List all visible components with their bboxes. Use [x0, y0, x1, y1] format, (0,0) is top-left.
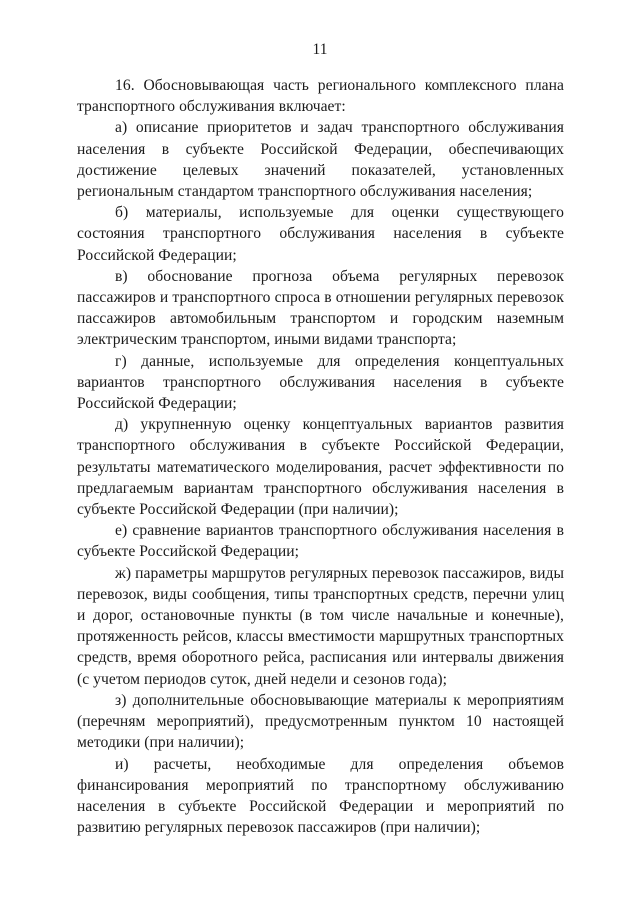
- paragraph-16-intro: 16. Обосновывающая часть регионального комплексного плана транспортного обслуживания включает:: [77, 77, 564, 116]
- list-item-a: а) описание приоритетов и задач транспортного обслуживания населения в субъекте Российской Федерации, обеспечивающих достижение целевых значений показателей, установленных региональным стандартом транспортного обслуживания населения;: [77, 119, 564, 201]
- list-item-zh: ж) параметры маршрутов регулярных перевозок пассажиров, виды перевозок, виды сообщения, типы транспортных средств, перечни улиц и дорог, остановочные пункты (в том числе начальные и конечные), протяженность рейсов, классы вместимости маршрутных транспортных средств, время оборотного рейса, расписания или интервалы движения (с учетом периодов суток, дней недели и сезонов года);: [77, 564, 564, 688]
- document-body: [77, 75, 564, 838]
- list-item-g: г) данные, используемые для определения концептуальных вариантов транспортного обслуживания населения в субъекте Российской Федерации;: [77, 352, 564, 413]
- list-item-b: б) материалы, используемые для оценки существующего состояния транспортного обслуживания населения в субъекте Российской Федерации;: [77, 204, 564, 264]
- list-item-z: з) дополнительные обосновывающие материалы к мероприятиям (перечням мероприятий), предусмотренным пунктом 10 настоящей методики (при наличии);: [77, 691, 564, 752]
- page-number: 11: [312, 41, 328, 58]
- list-item-v: в) обоснование прогноза объема регулярных перевозок пассажиров и транспортного спроса в отношении регулярных перевозок пассажиров автомобильным транспортом и городским наземным электрическим транспортом, иными видами транспорта;: [77, 267, 564, 349]
- list-item-d: д) укрупненную оценку концептуальных вариантов развития транспортного обслуживания в субъекте Российской Федерации, результаты математического моделирования, расчет эффективности по предлагаемым вариантам транспортного обслуживания населения в субъекте Российской Федерации (при наличии);: [77, 416, 564, 519]
- list-item-i: и) расчеты, необходимые для определения объемов финансирования мероприятий по транспортному обслуживанию населения в субъекте Российской Федерации и мероприятий по развитию регулярных перевозок пассажиров (при наличии);: [77, 755, 564, 837]
- list-item-e: е) сравнение вариантов транспортного обслуживания населения в субъекте Российской Федерации;: [77, 522, 564, 561]
